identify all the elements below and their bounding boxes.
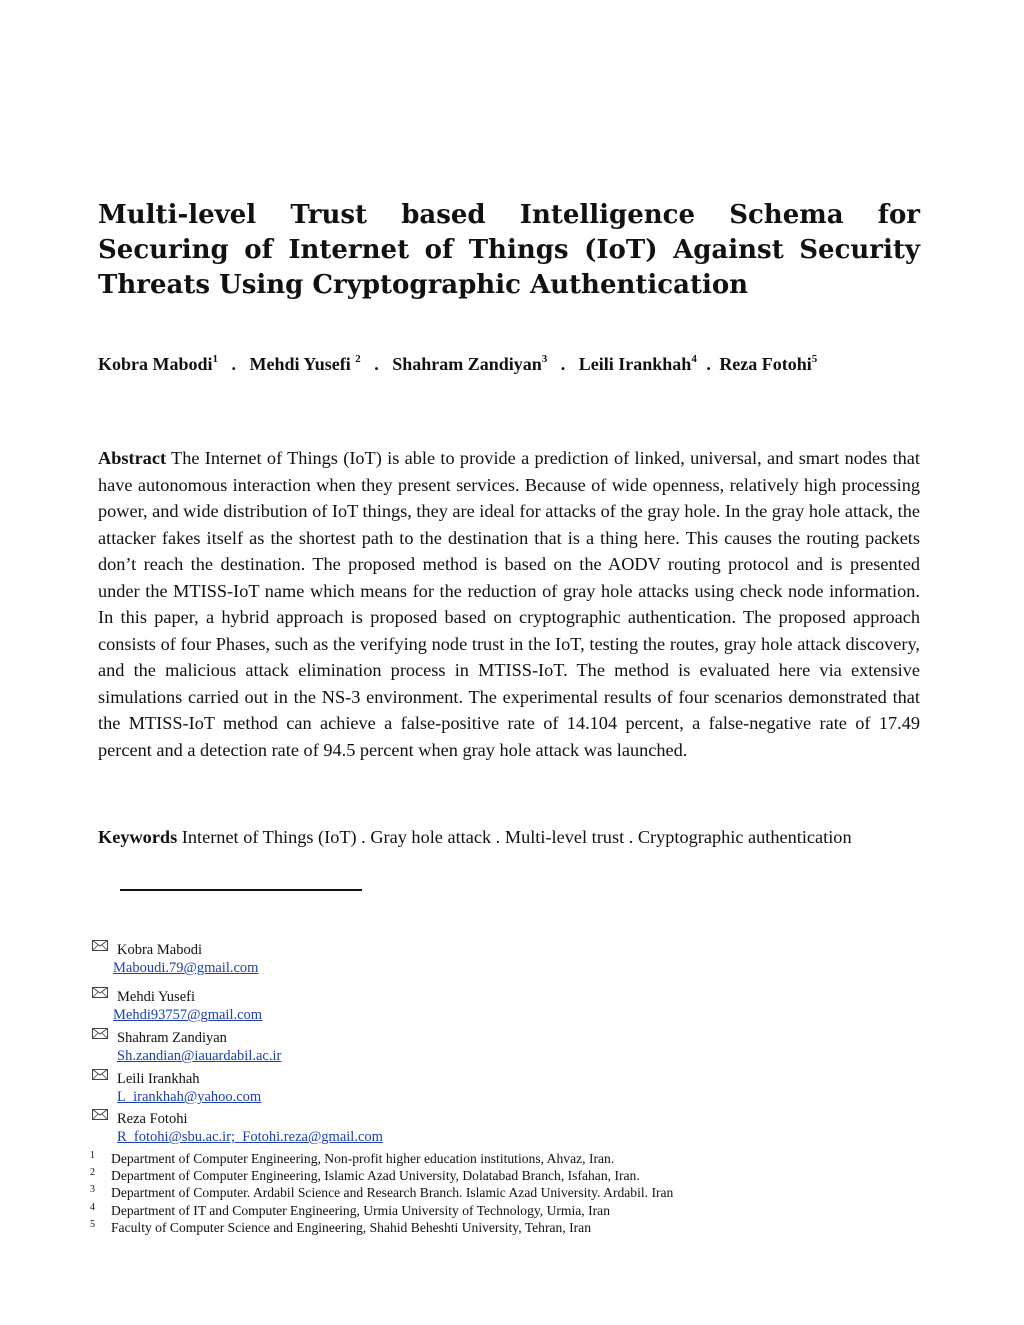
author-separator: . bbox=[231, 354, 237, 374]
affiliation-text: Faculty of Computer Science and Engineering, Shahid Beheshti University, Tehran, Iran bbox=[111, 1219, 591, 1235]
contact-email-link[interactable]: R_fotohi@sbu.ac.ir; Fotohi.reza@gmail.com bbox=[117, 1129, 383, 1145]
footnote-divider bbox=[120, 889, 362, 891]
affiliation-text: Department of Computer Engineering, Non-profit higher education institutions, Ahvaz, Iran. bbox=[111, 1151, 615, 1166]
envelope-icon bbox=[92, 1109, 108, 1120]
author-affiliation-mark: 3 bbox=[541, 353, 548, 365]
author-name: Kobra Mabodi bbox=[98, 354, 213, 374]
author-name: Shahram Zandiyan bbox=[392, 354, 542, 374]
author-separator: . bbox=[374, 354, 379, 374]
author-name: Leili Irankhah bbox=[578, 354, 692, 374]
contact-name: Leili Irankhah bbox=[117, 1071, 200, 1087]
author-affiliation-mark: 2 bbox=[355, 353, 361, 365]
author-affiliation-mark: 1 bbox=[212, 353, 219, 365]
envelope-icon bbox=[92, 987, 108, 998]
contact-name: Reza Fotohi bbox=[117, 1111, 188, 1127]
envelope-icon bbox=[92, 1028, 108, 1039]
contact-email-link[interactable]: Sh.zandian@iauardabil.ac.ir bbox=[117, 1048, 282, 1064]
abstract bbox=[98, 445, 920, 763]
envelope-icon bbox=[92, 940, 108, 951]
affiliation-number: 3 bbox=[90, 1184, 95, 1196]
affiliation-item bbox=[90, 1150, 850, 1167]
affiliation-number: 2 bbox=[90, 1167, 95, 1179]
contact-email-link[interactable]: L_irankhah@yahoo.com bbox=[117, 1089, 262, 1105]
author-name: Mehdi Yusefi bbox=[249, 354, 351, 374]
keywords-label: Keywords bbox=[98, 827, 178, 847]
author-separator: . bbox=[560, 354, 566, 374]
abstract-text: The Internet of Things (IoT) is able to provide a prediction of linked, universal, and smart nodes that have autonomous interaction when they present services. Because of wide openness, relatively high processing power, and wide distribution of IoT things, they are ideal for attacks of the gray hole. In the gray hole attack, the attacker fakes itself as the shortest path to the destination that is a thing here. This causes the routing packets don’t reach the destination. The proposed method is based on the AODV routing protocol and is presented under the MTISS-IoT name which means for the reduction of gray hole attacks using check node information. In this paper, a hybrid approach is proposed based on cryptographic authentication. The proposed approach consists of four Phases, such as the verifying node trust in the IoT, testing the routes, gray hole attack discovery, and the malicious attack elimination process in MTISS-IoT. The method is evaluated here via extensive simulations carried out in the NS-3 environment. The experimental results of four scenarios demonstrated that the MTISS-IoT method can achieve a false-positive rate of 14.104 percent, a false-negative rate of 17.49 percent and a detection rate of 94.5 percent when gray hole attack was launched. bbox=[98, 448, 921, 760]
paper-title: Multi-level Trust based Intelligence Schema for Securing of Internet of Things (IoT) Against Security Threats Using Cryptographic Authentication bbox=[98, 200, 920, 300]
contact-email-link[interactable]: Maboudi.79@gmail.com bbox=[113, 960, 259, 976]
keywords-text: Internet of Things (IoT) . Gray hole attack . Multi-level trust . Cryptographic authentication bbox=[181, 827, 852, 847]
author-list bbox=[98, 352, 938, 376]
contact-email-link[interactable]: Mehdi93757@gmail.com bbox=[113, 1007, 263, 1023]
contact-name: Mehdi Yusefi bbox=[117, 989, 195, 1005]
affiliation-number: 1 bbox=[90, 1150, 95, 1161]
affiliation-text: Department of Computer. Ardabil Science and Research Branch. Islamic Azad University. Ardabil. Iran bbox=[111, 1185, 674, 1201]
author-affiliation-mark: 4 bbox=[691, 353, 697, 365]
contact-name: Shahram Zandiyan bbox=[117, 1030, 227, 1046]
author-separator: . bbox=[706, 354, 711, 374]
affiliation-footnotes bbox=[90, 1150, 850, 1236]
author-name: Reza Fotohi bbox=[719, 354, 812, 374]
affiliation-text: Department of Computer Engineering, Islamic Azad University, Dolatabad Branch, Isfahan, Iran. bbox=[111, 1168, 640, 1184]
affiliation-item bbox=[90, 1219, 850, 1236]
contact-name: Kobra Mabodi bbox=[117, 942, 202, 958]
affiliation-number: 4 bbox=[90, 1201, 95, 1213]
affiliation-item bbox=[90, 1167, 850, 1184]
affiliation-number: 5 bbox=[90, 1218, 95, 1230]
envelope-icon bbox=[92, 1069, 108, 1080]
affiliation-item bbox=[90, 1202, 850, 1219]
affiliation-text: Department of IT and Computer Engineering, Urmia University of Technology, Urmia, Iran bbox=[111, 1202, 610, 1218]
affiliation-item bbox=[90, 1184, 850, 1201]
abstract-label: Abstract bbox=[98, 448, 167, 468]
keywords bbox=[98, 824, 978, 850]
author-affiliation-mark: 5 bbox=[811, 353, 818, 365]
